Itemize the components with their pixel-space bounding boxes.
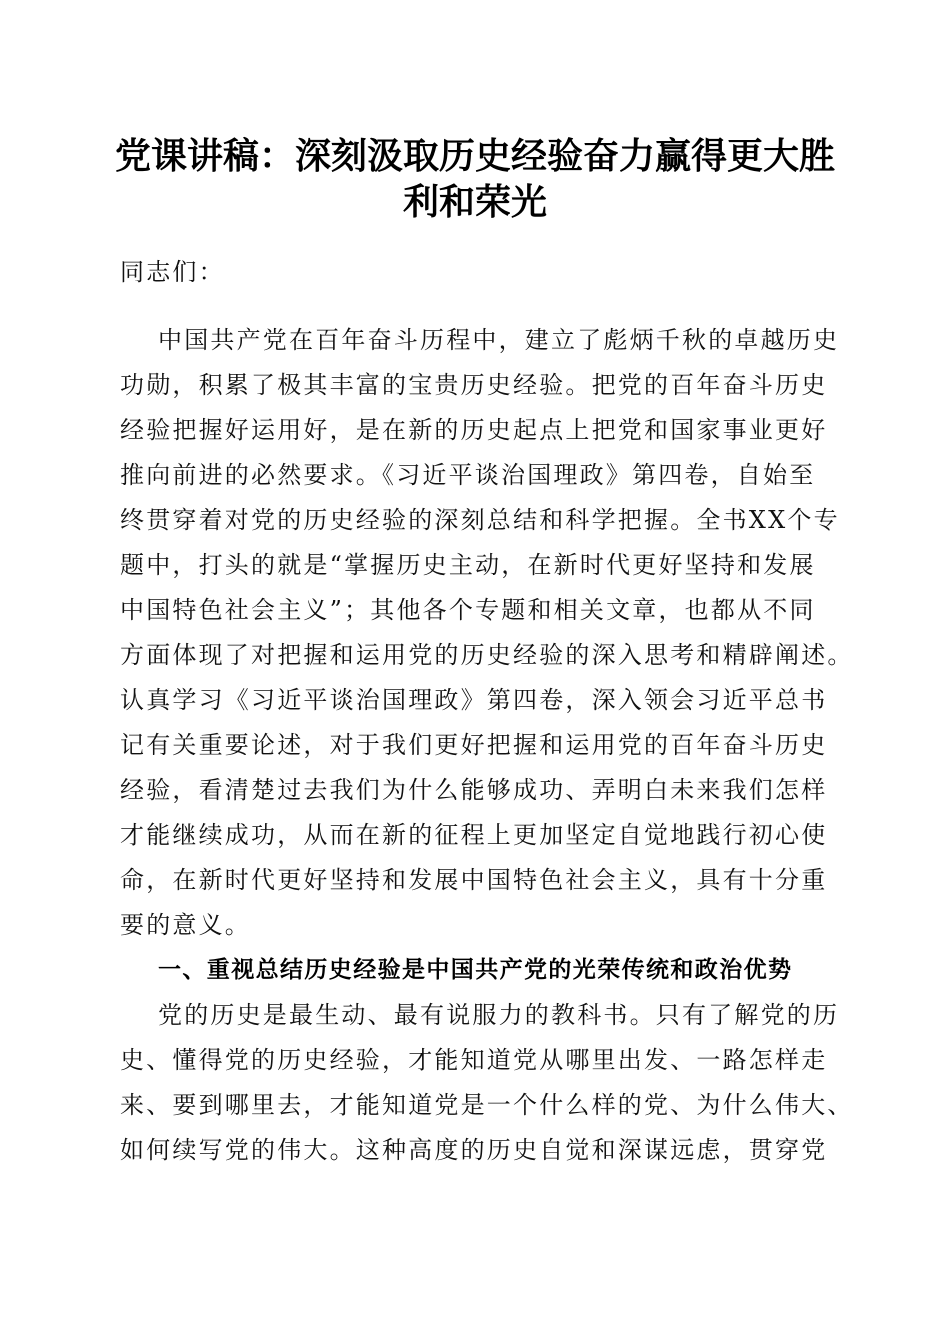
paragraph-line: 方面体现了对把握和运用党的历史经验的深入思考和精辟阐述。 (120, 641, 854, 669)
paragraph-line: 如何续写党的伟大。这种高度的历史自觉和深谋远虑，贯穿党 (120, 1136, 828, 1164)
document-title (100, 134, 850, 226)
paragraph-line: 经验把握好运用好，是在新的历史起点上把党和国家事业更好 (120, 416, 828, 444)
paragraph-line: 记有关重要论述，对于我们更好把握和运用党的百年奋斗历史 (120, 731, 828, 759)
section-heading: 一、重视总结历史经验是中国共产党的光荣传统和政治优势 (158, 957, 793, 983)
paragraph-line: 命，在新时代更好坚持和发展中国特色社会主义，具有十分重 (120, 866, 828, 894)
paragraph-intro (120, 318, 854, 948)
paragraph-line: 党的历史是最生动、最有说服力的教科书。只有了解党的历 (158, 1001, 840, 1029)
paragraph-line: 功勋，积累了极其丰富的宝贵历史经验。把党的百年奋斗历史 (120, 371, 828, 399)
paragraph-line: 中国共产党在百年奋斗历程中，建立了彪炳千秋的卓越历史 (158, 326, 840, 354)
salutation: 同志们： (120, 258, 225, 286)
paragraph-line: 来、要到哪里去，才能知道党是一个什么样的党、为什么伟大、 (120, 1091, 854, 1119)
paragraph-line: 中国特色社会主义”；其他各个专题和相关文章，也都从不同 (120, 596, 816, 624)
paragraph-line: 史、懂得党的历史经验，才能知道党从哪里出发、一路怎样走 (120, 1046, 828, 1074)
paragraph-section-one (120, 993, 854, 1173)
paragraph-line: 经验，看清楚过去我们为什么能够成功、弄明白未来我们怎样 (120, 776, 828, 804)
paragraph-line: 题中，打头的就是“掌握历史主动，在新时代更好坚持和发展 (120, 551, 816, 579)
title-line: 党课讲稿：深刻汲取历史经验奋力赢得更大胜 (114, 136, 835, 177)
title-line: 利和荣光 (402, 182, 547, 223)
paragraph-line: 要的意义。 (120, 911, 251, 939)
paragraph-line: 推向前进的必然要求。《习近平谈治国理政》第四卷，自始至 (120, 461, 816, 489)
paragraph-line: 认真学习《习近平谈治国理政》第四卷，深入领会习近平总书 (120, 686, 828, 714)
paragraph-line: 终贯穿着对党的历史经验的深刻总结和科学把握。全书XX个专 (120, 506, 840, 534)
paragraph-line: 才能继续成功，从而在新的征程上更加坚定自觉地践行初心使 (120, 821, 828, 849)
